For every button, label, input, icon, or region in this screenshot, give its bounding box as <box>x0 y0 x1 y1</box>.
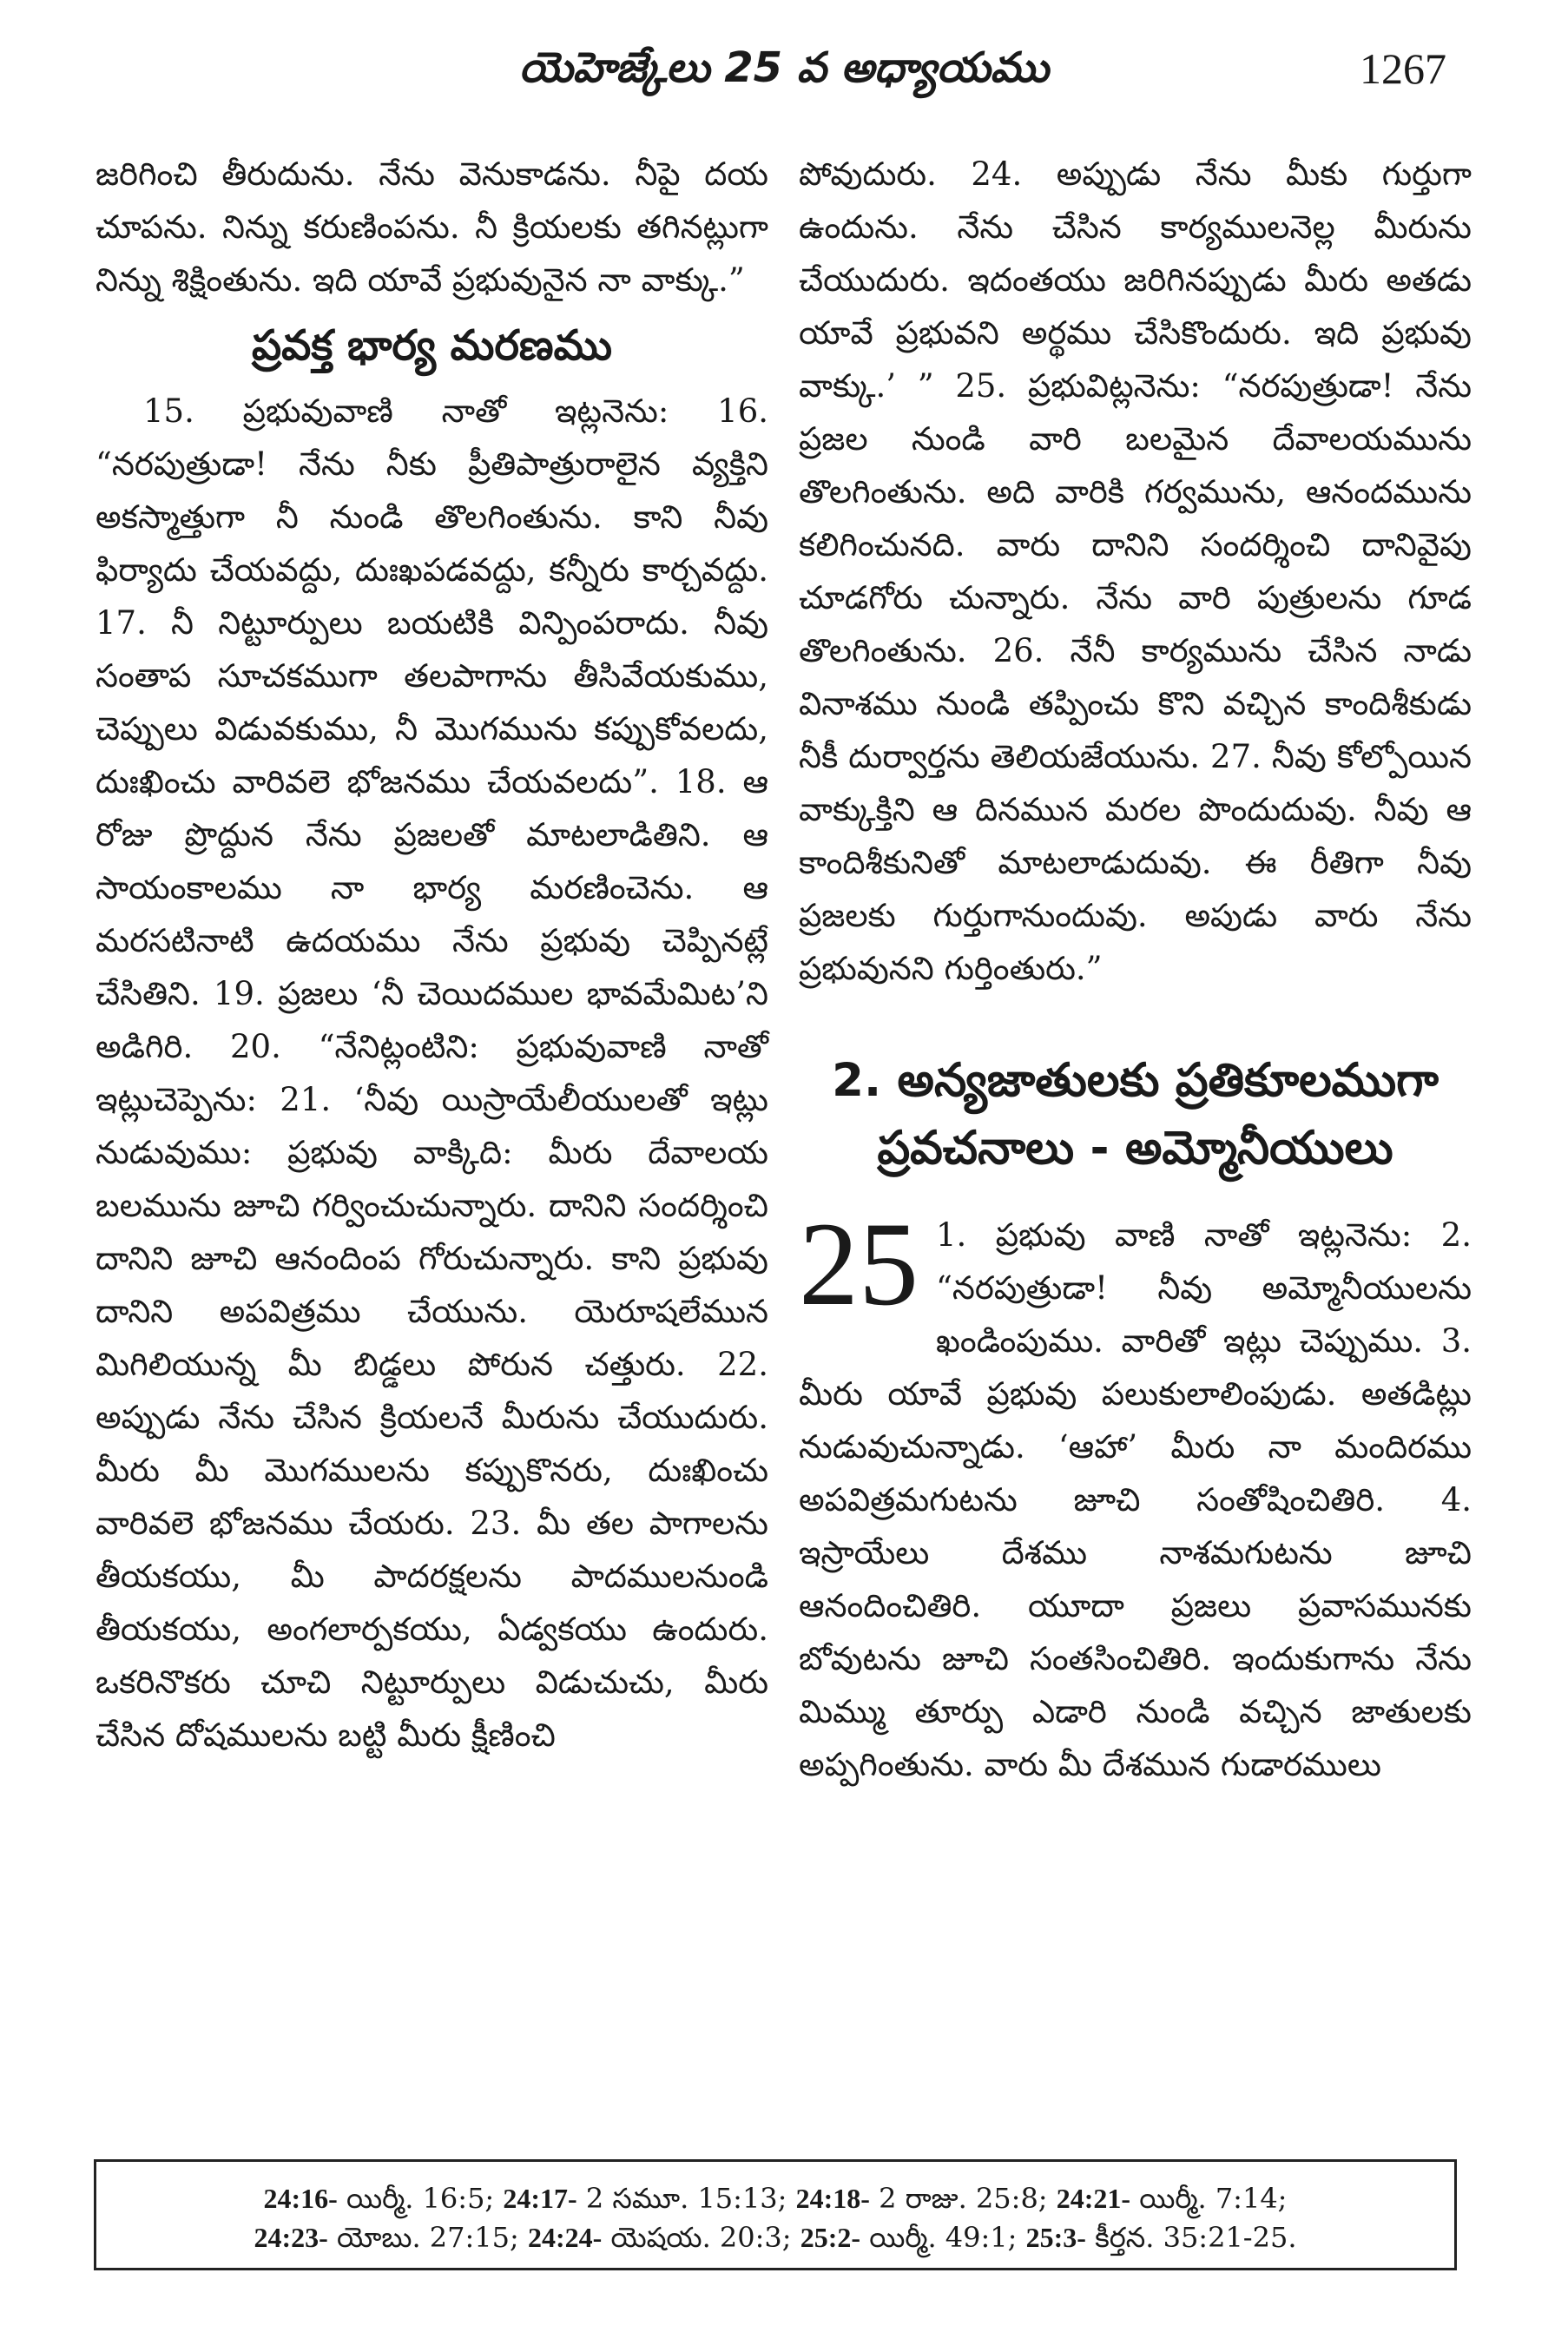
footnote-text: 2 సమూ. 15:13; <box>576 2182 796 2215</box>
left-paragraph-2: 15. ప్రభువువాణి నాతో ఇట్లనెను: 16. “నరపుత్రుడా! నేను నీకు ప్రీతిపాత్రురాలైన వ్యక్తిని అకస్మాత్తుగా నీ నుండి తొలగింతును. కాని నీవు ఫిర్యాదు చేయవద్దు, దుఃఖపడవద్దు, కన్నీరు కార్చవద్దు. 17. నీ నిట్టూర్పులు బయటికి విన్పింపరాదు. నీవు సంతాప సూచకముగా తలపాగాను తీసివేయకుము, చెప్పులు విడువకుము, నీ మొగమును కప్పుకోవలదు, దుఃఖించు వారివలె భోజనము చేయవలదు”. 18. ఆ రోజు ప్రొద్దున నేను ప్రజలతో మాటలాడితిని. ఆ సాయంకాలము నా భార్య మరణించెను. ఆ మరసటినాటి ఉదయము నేను ప్రభువు చెప్పినట్లే చేసితిని. 19. ప్రజలు ‘నీ చెయిదముల భావమేమిట’ని అడిగిరి. 20. “నేనిట్లంటిని: ప్రభువువాణి నాతో ఇట్లుచెప్పెను: 21. ‘నీవు యిస్రాయేలీయులతో ఇట్లు నుడువుము: ప్రభువు వాక్కిది: మీరు దేవాలయ బలమును జూచి గర్వించుచున్నారు. దానిని సందర్శించి దానిని జూచి ఆనందింప గోరుచున్నారు. కాని ప్రభువు దానిని అపవిత్రము చేయును. యెరూషలేమున మిగిలియున్న మీ బిడ్డలు పోరున చత్తురు. 22. అప్పుడు నేను చేసిన క్రియలనే మీరును చేయుదురు. మీరు మీ మొగములను కప్పుకొనరు, దుఃఖించు వారివలె భోజనము చేయరు. 23. మీ తల పాగాలను తీయకయు, మీ పాదరక్షలను పాదములనుండి తీయకయు, అంగలార్పకయు, ఏడ్వకయు ఉందురు. ఒకరినొకరు చూచి నిట్టూర్పులు విడుచుచు, మీరు చేసిన దోషములను బట్టి మీరు క్షీణించి <box>96 392 768 1754</box>
footnote-text: యిర్మీ. 16:5; <box>337 2182 504 2215</box>
footnote-box <box>94 2159 1457 2270</box>
footnote-text: 2 రాజు. 25:8; <box>869 2182 1057 2215</box>
right-paragraph-1: పోవుదురు. 24. అప్పుడు నేను మీకు గుర్తుగా ఉందును. నేను చేసిన కార్యములనెల్ల మీరును చేయుదురు. ఇదంతయు జరిగినప్పుడు మీరు అతడు యావే ప్రభువని అర్థము చేసికొందురు. ఇది ప్రభువు వాక్కు.’ ” 25. ప్రభువిట్లనెను: “నరపుత్రుడా! నేను ప్రజల నుండి వారి బలమైన దేవాలయమును తొలగింతును. అది వారికి గర్వమును, ఆనందమును కలిగించునది. వారు దానిని సందర్శించి దానివైపు చూడగోరు చున్నారు. నేను వారి పుత్రులను గూడ తొలగింతును. 26. నేనీ కార్యమును చేసిన నాడు వినాశము నుండి తప్పించు కొని వచ్చిన కాందిశీకుడు నీకీ దుర్వార్తను తెలియజేయును. 27. నీవు కోల్పోయిన వాక్కుక్తిని ఆ దినమున మరల పొందుదువు. నీవు ఆ కాందిశీకునితో మాటలాడుదువు. ఈ రీతిగా నీవు ప్రజలకు గుర్తుగానుందువు. అపుడు వారు నేను ప్రభువునని గుర్తింతురు.” <box>799 155 1472 987</box>
page-header <box>0 35 1568 113</box>
footnote-ref: 25:3- <box>1025 2222 1086 2253</box>
section-heading-line-2: ప్రవచనాలు - అమ్మోనీయులు <box>877 1122 1393 1175</box>
footnote-ref: 25:2- <box>800 2222 861 2253</box>
footnote-ref: 24:16- <box>263 2183 338 2214</box>
footnote-ref: 24:18- <box>795 2183 870 2214</box>
section-heading-prophecies <box>799 1047 1472 1183</box>
chapter-start <box>799 1197 1472 1791</box>
running-title: యెహెజ్కేలు 25 వ అధ్యాయము <box>519 43 1049 92</box>
footnote-ref: 24:21- <box>1056 2183 1131 2214</box>
footnote-text: యెషయ. 20:3; <box>602 2221 800 2254</box>
footnote-line-1 <box>122 2179 1428 2218</box>
page-number: 1267 <box>1360 44 1446 93</box>
left-paragraph-1: జరిగించి తీరుదును. నేను వెనుకాడను. నీపై దయ చూపను. నిన్ను కరుణింపను. నీ క్రియలకు తగినట్లుగా నిన్ను శిక్షింతును. ఇది యావే ప్రభువునైన నా వాక్కు.” <box>96 155 768 299</box>
footnote-line-2 <box>122 2218 1428 2257</box>
footnote-ref: 24:17- <box>503 2183 577 2214</box>
footnote-text: యిర్మీ. 7:14; <box>1130 2182 1288 2215</box>
footnote-text: యిర్మీ. 49:1; <box>860 2221 1026 2254</box>
right-column <box>799 148 1472 1791</box>
footnote-text: కీర్తన. 35:21-25. <box>1085 2221 1297 2254</box>
section-heading-line-1: 2. అన్యజాతులకు ప్రతికూలముగా <box>832 1054 1439 1107</box>
chapter-number: 25 <box>799 1197 919 1330</box>
right-paragraph-2: 1. ప్రభువు వాణి నాతో ఇట్లనెను: 2. “నరపుత్రుడా! నీవు అమ్మోనీయులను ఖండింపుము. వారితో ఇట్లు చెప్పుము. 3. మీరు యావే ప్రభువు పలుకులాలింపుడు. అతడిట్లు నుడువుచున్నాడు. ‘ఆహా’ మీరు నా మందిరము అపవిత్రమగుటను జూచి సంతోషించితిరి. 4. ఇస్రాయేలు దేశము నాశమగుటను జూచి ఆనందించితిరి. యూదా ప్రజలు ప్రవాసమునకు బోవుటను జూచి సంతసించితిరి. ఇందుకుగాను నేను మిమ్ము తూర్పు ఎడారి నుండి వచ్చిన జాతులకు అప్పగింతును. వారు మీ దేశమున గుడారములు <box>799 1216 1472 1783</box>
footnote-ref: 24:23- <box>254 2222 328 2253</box>
left-column <box>96 148 768 1762</box>
footnote-ref: 24:24- <box>527 2222 603 2253</box>
section-heading-prophet-wife-death: ప్రవక్త భార్య మరణము <box>252 321 612 370</box>
footnote-text: యోబు. 27:15; <box>327 2221 528 2254</box>
